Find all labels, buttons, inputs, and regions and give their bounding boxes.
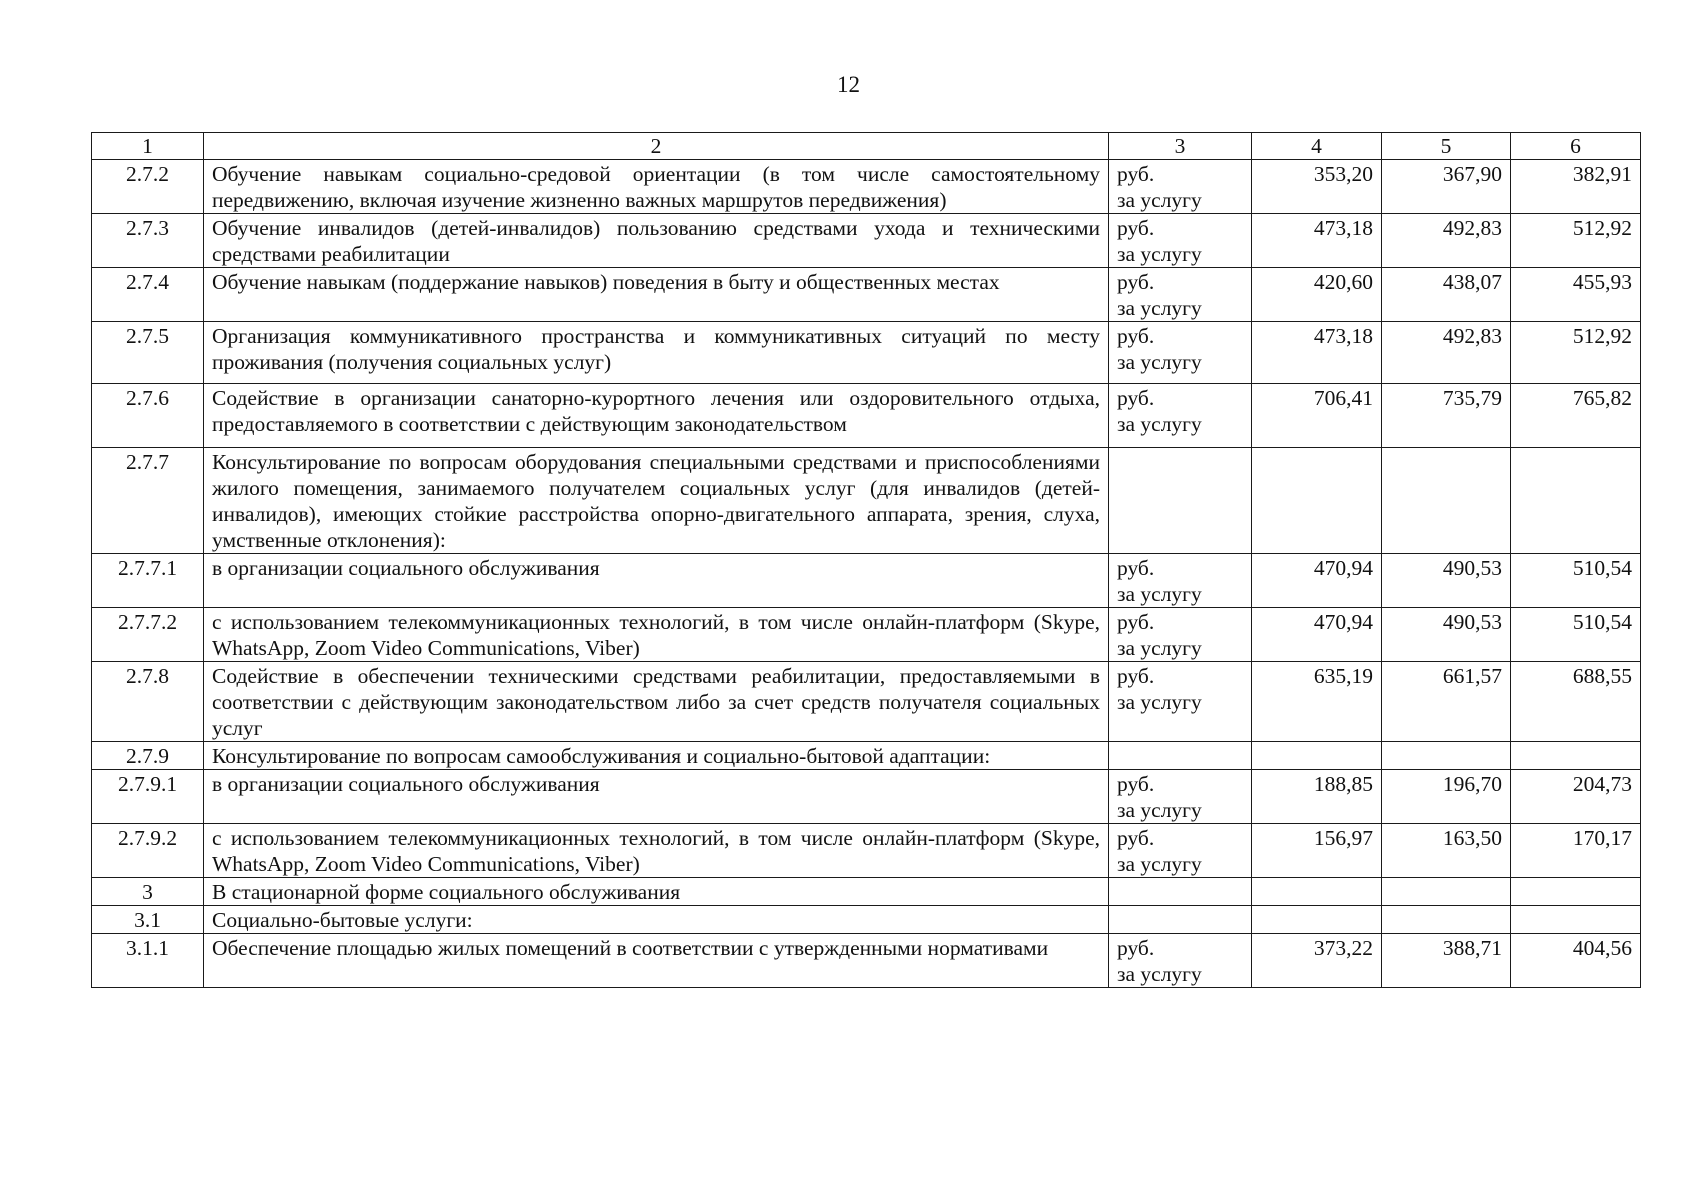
table-row [92,770,1641,824]
header-row [92,133,1641,160]
row-name: Консультирование по вопросам самообслуживания и социально-бытовой адаптации: [204,742,1109,770]
row-code: 2.7.4 [92,268,204,322]
row-value-col6: 688,55 [1511,662,1641,742]
row-value-col4 [1252,878,1382,906]
row-value-col5: 661,57 [1382,662,1511,742]
row-name: в организации социального обслуживания [204,770,1109,824]
row-unit: руб. за услугу [1109,608,1252,662]
table-row [92,160,1641,214]
row-value-col4: 470,94 [1252,608,1382,662]
row-name: Социально-бытовые услуги: [204,906,1109,934]
row-unit: руб. за услугу [1109,770,1252,824]
row-value-col6: 512,92 [1511,322,1641,384]
row-value-col4: 373,22 [1252,934,1382,988]
row-value-col4: 473,18 [1252,214,1382,268]
table-row [92,322,1641,384]
table-row [92,448,1641,554]
row-unit [1109,878,1252,906]
row-unit: руб. за услугу [1109,268,1252,322]
header-cell: 2 [204,133,1109,160]
header-cell: 5 [1382,133,1511,160]
table-row [92,742,1641,770]
row-value-col4: 470,94 [1252,554,1382,608]
row-code: 2.7.6 [92,384,204,448]
row-value-col6: 382,91 [1511,160,1641,214]
row-code: 3 [92,878,204,906]
row-name: с использованием телекоммуникационных технологий, в том числе онлайн-платформ (Skype, WhatsApp, Zoom Video Communications, Viber) [204,824,1109,878]
table-row [92,268,1641,322]
row-value-col5 [1382,906,1511,934]
row-value-col5 [1382,878,1511,906]
row-name: Организация коммуникативного пространства и коммуникативных ситуаций по месту проживания (получения социальных услуг) [204,322,1109,384]
table-row [92,662,1641,742]
row-name: Обучение инвалидов (детей-инвалидов) пользованию средствами ухода и техническими средствами реабилитации [204,214,1109,268]
table-row [92,214,1641,268]
row-name: Обеспечение площадью жилых помещений в соответствии с утвержденными нормативами [204,934,1109,988]
row-code: 2.7.3 [92,214,204,268]
row-code: 3.1 [92,906,204,934]
row-unit [1109,906,1252,934]
row-unit: руб. за услугу [1109,662,1252,742]
row-value-col6 [1511,878,1641,906]
row-value-col6: 455,93 [1511,268,1641,322]
row-name: Обучение навыкам социально-средовой ориентации (в том числе самостоятельному передвижению, включая изучение жизненно важных маршрутов передвижения) [204,160,1109,214]
row-value-col4: 473,18 [1252,322,1382,384]
row-value-col5: 438,07 [1382,268,1511,322]
header-cell: 3 [1109,133,1252,160]
table-row [92,554,1641,608]
row-unit: руб. за услугу [1109,160,1252,214]
row-value-col4 [1252,906,1382,934]
row-value-col5: 492,83 [1382,322,1511,384]
row-code: 2.7.9 [92,742,204,770]
row-unit: руб. за услугу [1109,554,1252,608]
table-row [92,824,1641,878]
table-row [92,906,1641,934]
row-unit: руб. за услугу [1109,214,1252,268]
row-value-col6: 204,73 [1511,770,1641,824]
row-name: Обучение навыкам (поддержание навыков) поведения в быту и общественных местах [204,268,1109,322]
header-cell: 4 [1252,133,1382,160]
row-code: 2.7.9.2 [92,824,204,878]
row-value-col4: 353,20 [1252,160,1382,214]
row-code: 2.7.5 [92,322,204,384]
row-value-col5: 196,70 [1382,770,1511,824]
table-row [92,608,1641,662]
row-value-col4: 156,97 [1252,824,1382,878]
row-value-col5: 388,71 [1382,934,1511,988]
row-name: Содействие в обеспечении техническими средствами реабилитации, предоставляемыми в соответствии с действующим законодательством либо за счет средств получателя социальных услуг [204,662,1109,742]
row-name: В стационарной форме социального обслуживания [204,878,1109,906]
row-value-col4 [1252,448,1382,554]
row-code: 2.7.8 [92,662,204,742]
row-value-col5: 735,79 [1382,384,1511,448]
row-value-col5: 163,50 [1382,824,1511,878]
row-value-col4: 706,41 [1252,384,1382,448]
page-number: 12 [837,72,860,97]
row-code: 2.7.7.2 [92,608,204,662]
row-value-col4: 188,85 [1252,770,1382,824]
row-unit: руб. за услугу [1109,824,1252,878]
row-value-col6: 510,54 [1511,608,1641,662]
row-value-col6 [1511,906,1641,934]
row-code: 2.7.7.1 [92,554,204,608]
tariff-table [91,132,1641,988]
table-row [92,934,1641,988]
row-value-col5 [1382,448,1511,554]
row-code: 2.7.7 [92,448,204,554]
row-value-col5: 367,90 [1382,160,1511,214]
row-value-col6: 170,17 [1511,824,1641,878]
row-value-col6 [1511,742,1641,770]
row-name: Содействие в организации санаторно-курортного лечения или оздоровительного отдыха, предоставляемого в соответствии с действующим законодательством [204,384,1109,448]
row-name: Консультирование по вопросам оборудования специальными средствами и приспособлениями жилого помещения, занимаемого получателем социальных услуг (для инвалидов (детей-инвалидов), имеющих стойкие расстройства опорно-двигательного аппарата, зрения, слуха, умственные отклонения): [204,448,1109,554]
row-value-col4: 635,19 [1252,662,1382,742]
row-name: в организации социального обслуживания [204,554,1109,608]
row-code: 2.7.2 [92,160,204,214]
row-value-col4 [1252,742,1382,770]
row-value-col5 [1382,742,1511,770]
row-value-col6: 765,82 [1511,384,1641,448]
row-unit [1109,742,1252,770]
table-row [92,878,1641,906]
row-code: 3.1.1 [92,934,204,988]
row-unit: руб. за услугу [1109,934,1252,988]
row-value-col5: 490,53 [1382,608,1511,662]
row-value-col6: 510,54 [1511,554,1641,608]
header-cell: 1 [92,133,204,160]
row-value-col4: 420,60 [1252,268,1382,322]
row-unit: руб. за услугу [1109,322,1252,384]
row-value-col5: 492,83 [1382,214,1511,268]
table-row [92,384,1641,448]
row-code: 2.7.9.1 [92,770,204,824]
row-value-col6: 404,56 [1511,934,1641,988]
row-unit [1109,448,1252,554]
row-value-col6 [1511,448,1641,554]
row-value-col5: 490,53 [1382,554,1511,608]
header-cell: 6 [1511,133,1641,160]
row-name: с использованием телекоммуникационных технологий, в том числе онлайн-платформ (Skype, WhatsApp, Zoom Video Communications, Viber) [204,608,1109,662]
row-unit: руб. за услугу [1109,384,1252,448]
row-value-col6: 512,92 [1511,214,1641,268]
